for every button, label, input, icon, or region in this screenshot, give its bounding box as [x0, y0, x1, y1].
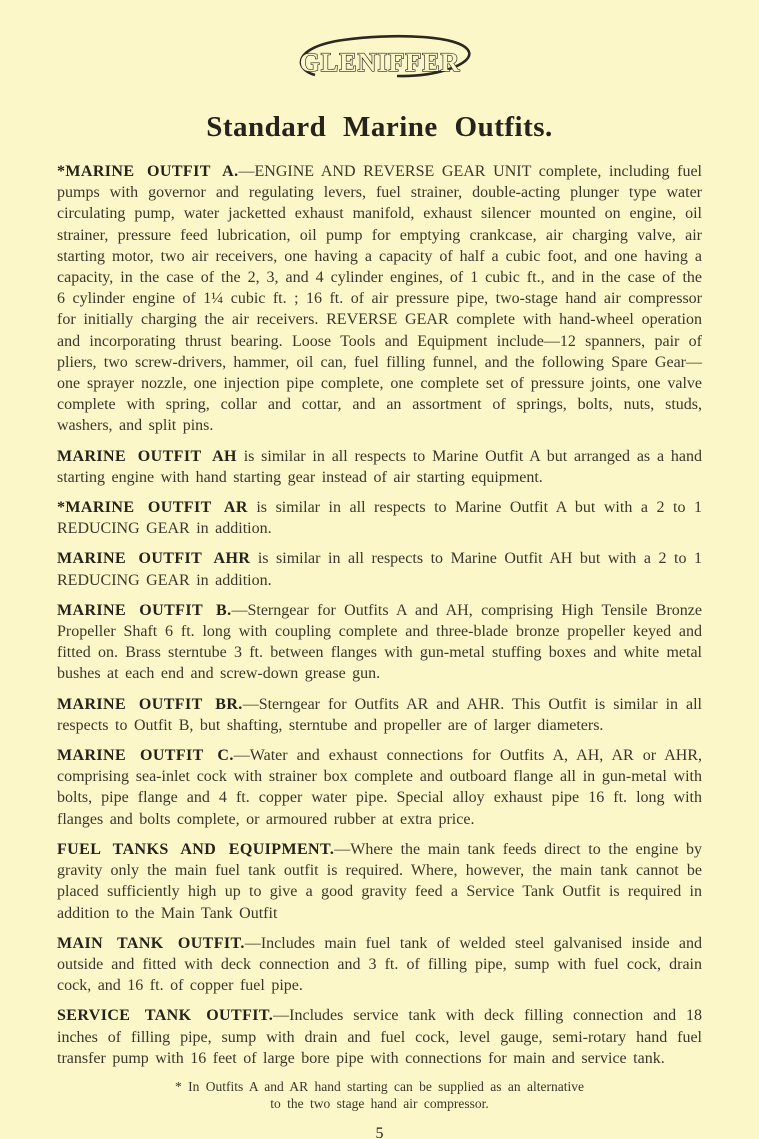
paragraph-marine-outfit-a	[57, 161, 702, 437]
paragraph-heading: SERVICE TANK OUTFIT.	[57, 1007, 274, 1025]
paragraph-heading: FUEL TANKS AND EQUIPMENT.	[57, 840, 335, 858]
paragraph-heading: MARINE OUTFIT B.	[57, 601, 232, 619]
paragraph-body: is similar in all respects to Marine Outfit AH but with a 2 to 1 REDUCING GEAR in addition.	[57, 550, 702, 589]
footnote-line-1: * In Outfits A and AR hand starting can be supplied as an alternative	[174, 1078, 585, 1094]
paragraph-main-tank-outfit	[57, 933, 702, 997]
footnote-line-2: to the two stage hand air compressor.	[270, 1096, 489, 1112]
document-body	[57, 161, 702, 1069]
page-number: 5	[375, 1124, 384, 1139]
paragraph-marine-outfit-b	[57, 600, 702, 685]
gleniffer-logo	[285, 32, 475, 86]
paragraph-body: —Includes service tank with deck filling connection and 18 inches of filling pipe, sump with drain and fuel cock, level gauge, semi-rotary hand fuel transfer pump with 16 feet of large bore pipe with connections for main and service tank.	[57, 1007, 703, 1067]
paragraph-heading: MARINE OUTFIT AHR	[57, 550, 251, 568]
paragraph-service-tank-outfit	[57, 1005, 702, 1069]
paragraph-marine-outfit-c	[57, 745, 702, 830]
paragraph-fuel-tanks-and-equipment	[57, 839, 702, 924]
paragraph-heading: *MARINE OUTFIT A.	[57, 163, 239, 180]
paragraph-heading: MARINE OUTFIT AH	[57, 447, 237, 465]
paragraph-marine-outfit-br	[57, 694, 702, 736]
paragraph-marine-outfit-ahr	[57, 548, 702, 590]
footnote	[57, 1078, 702, 1113]
paragraph-body: —Water and exhaust connections for Outfits A, AH, AR or AHR, comprising sea-inlet cock with strainer box complete and outboard flange all in gun-metal with bolts, pipe flange and 4 ft. copper water pipe. Special alloy exhaust pipe 16 ft. long with flanges and bolts complete, or armoured rubber at extra price.	[57, 747, 702, 828]
logo-container	[57, 32, 702, 91]
paragraph-body: —Sterngear for Outfits A and AH, comprising High Tensile Bronze Propeller Shaft 6 ft. long with coupling complete and three-blade bronze propeller keyed and fitted on. Brass sterntube 3 ft. between flanges with gun-metal stuffing boxes and white metal bushes at each end and screw-down grease gun.	[57, 601, 702, 683]
logo-text: GLENIFFER	[299, 48, 460, 77]
paragraph-heading: *MARINE OUTFIT AR	[57, 499, 248, 517]
paragraph-marine-outfit-ar	[57, 497, 702, 539]
paragraph-marine-outfit-ah	[57, 446, 702, 488]
paragraph-heading: MAIN TANK OUTFIT.	[57, 934, 245, 952]
paragraph-heading: MARINE OUTFIT BR.	[57, 695, 243, 713]
paragraph-body: is similar in all respects to Marine Outfit A but with a 2 to 1 REDUCING GEAR in addition.	[57, 499, 703, 538]
page-title: Standard Marine Outfits.	[206, 111, 553, 143]
paragraph-body: —Sterngear for Outfits AR and AHR. This Outfit is similar in all respects to Outfit B, but shafting, sterntube and propeller are of larger diameters.	[57, 695, 703, 734]
paragraph-body: is similar in all respects to Marine Outfit A but arranged as a hand starting engine with hand starting gear instead of air starting equipment.	[57, 447, 702, 486]
paragraph-body: —Includes main fuel tank of welded steel galvanised inside and outside and fitted with deck connection and 3 ft. of filling pipe, sump with fuel cock, drain cock, and 16 ft. of copper fuel pipe.	[57, 934, 702, 995]
paragraph-body: —Where the main tank feeds direct to the engine by gravity only the main fuel tank outfit is required. Where, however, the main tank cannot be placed sufficiently high up to give a good gravity feed a Service Tank Outfit is required in addition to the Main Tank Outfit	[57, 840, 702, 922]
paragraph-body: —ENGINE AND REVERSE GEAR UNIT complete, including fuel pumps with governor and regulating levers, fuel strainer, double-acting plunger type water circulating pump, water jacketted exhaust manifold, exhaust silencer mounted on engine, oil strainer, pressure feed lubrication, oil pump for emptying crankcase, air charging valve, air starting motor, two air receivers, one having a capacity of half a cubic foot, and one having a capacity, in the case of the 2, 3, and 4 cylinder engines, of 1 cubic ft., and in the case of the 6 cylinder engine of 1¼ cubic ft. ; 16 ft. of air pressure pipe, two-stage hand air compressor for initially charging the air receivers. REVERSE GEAR complete with hand-wheel operation and incorporating thrust bearing. Loose Tools and Equipment include—12 spanners, pair of pliers, two screw-drivers, hammer, oil can, fuel filling funnel, and the following Spare Gear—one sprayer nozzle, one injection pipe complete, one complete set of pressure joints, one valve complete with spring, collar and cottar, and an assortment of springs, bolts, nuts, studs, washers, and split pins.	[57, 163, 702, 435]
paragraph-heading: MARINE OUTFIT C.	[57, 747, 234, 765]
